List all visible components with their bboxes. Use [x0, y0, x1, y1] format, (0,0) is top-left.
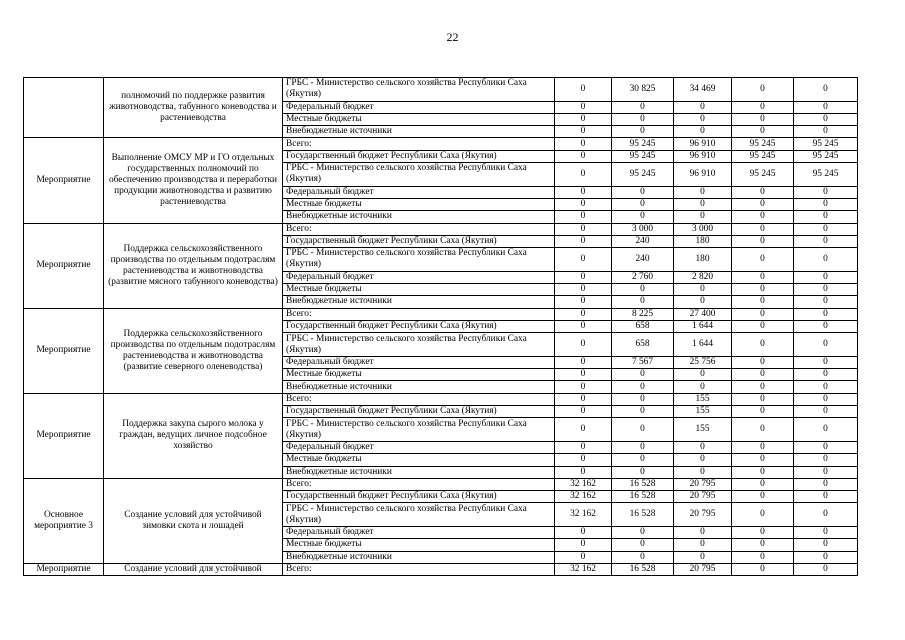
- amount-cell: 32 162: [555, 563, 612, 575]
- amount-cell: 0: [794, 406, 858, 418]
- amount-cell: 0: [555, 320, 612, 332]
- funding-source-cell: ГРБС - Министерство сельского хозяйства Республики Саха (Якутия): [283, 78, 555, 102]
- amount-cell: 0: [555, 454, 612, 466]
- item-name-cell: Поддержка сельскохозяйственного производства по отдельным подотраслям растениеводства и животноводства (развитие мясного табунного коневодства): [104, 223, 283, 308]
- amount-cell: 0: [732, 551, 794, 563]
- amount-cell: 0: [555, 418, 612, 442]
- amount-cell: 30 825: [612, 78, 674, 102]
- amount-cell: 0: [612, 126, 674, 138]
- amount-cell: 96 910: [674, 163, 732, 187]
- funding-source-cell: Федеральный бюджет: [283, 101, 555, 113]
- amount-cell: 95 245: [612, 138, 674, 150]
- amount-cell: 25 756: [674, 356, 732, 368]
- item-type-cell: Мероприятие: [24, 308, 104, 393]
- funding-source-cell: Внебюджетные источники: [283, 296, 555, 308]
- funding-source-cell: Государственный бюджет Республики Саха (Якутия): [283, 320, 555, 332]
- amount-cell: 0: [555, 539, 612, 551]
- amount-cell: 0: [794, 466, 858, 478]
- amount-cell: 1 644: [674, 333, 732, 357]
- funding-source-cell: Внебюджетные источники: [283, 381, 555, 393]
- amount-cell: 0: [674, 454, 732, 466]
- funding-source-cell: Государственный бюджет Республики Саха (Якутия): [283, 235, 555, 247]
- amount-cell: 0: [732, 478, 794, 490]
- item-name-cell: Создание условий для устойчивой зимовки скота и лошадей: [104, 478, 283, 563]
- amount-cell: 0: [555, 526, 612, 538]
- funding-source-cell: Внебюджетные источники: [283, 466, 555, 478]
- amount-cell: 0: [794, 113, 858, 125]
- amount-cell: 7 567: [612, 356, 674, 368]
- amount-cell: 0: [732, 466, 794, 478]
- amount-cell: 16 528: [612, 563, 674, 575]
- funding-source-cell: Всего:: [283, 393, 555, 405]
- amount-cell: 96 910: [674, 150, 732, 162]
- amount-cell: 34 469: [674, 78, 732, 102]
- funding-source-cell: Всего:: [283, 563, 555, 575]
- amount-cell: 0: [732, 356, 794, 368]
- amount-cell: 0: [555, 198, 612, 210]
- amount-cell: 0: [732, 393, 794, 405]
- funding-source-cell: Государственный бюджет Республики Саха (Якутия): [283, 491, 555, 503]
- amount-cell: 155: [674, 418, 732, 442]
- amount-cell: 0: [612, 211, 674, 223]
- amount-cell: 0: [555, 308, 612, 320]
- amount-cell: 3 000: [674, 223, 732, 235]
- funding-source-cell: Местные бюджеты: [283, 284, 555, 296]
- amount-cell: 0: [732, 369, 794, 381]
- amount-cell: 0: [732, 454, 794, 466]
- amount-cell: 95 245: [612, 163, 674, 187]
- table-row: [24, 563, 858, 575]
- funding-source-cell: Местные бюджеты: [283, 539, 555, 551]
- amount-cell: 20 795: [674, 491, 732, 503]
- funding-source-cell: Внебюджетные источники: [283, 126, 555, 138]
- amount-cell: 32 162: [555, 478, 612, 490]
- amount-cell: 0: [555, 393, 612, 405]
- amount-cell: 0: [674, 113, 732, 125]
- amount-cell: 0: [612, 369, 674, 381]
- item-type-cell: Мероприятие: [24, 138, 104, 223]
- amount-cell: 0: [674, 101, 732, 113]
- amount-cell: 0: [555, 235, 612, 247]
- amount-cell: 0: [732, 333, 794, 357]
- amount-cell: 0: [794, 296, 858, 308]
- amount-cell: 95 245: [794, 138, 858, 150]
- amount-cell: 0: [612, 441, 674, 453]
- amount-cell: 0: [794, 539, 858, 551]
- amount-cell: 0: [555, 551, 612, 563]
- amount-cell: 96 910: [674, 138, 732, 150]
- amount-cell: 95 245: [794, 150, 858, 162]
- amount-cell: 0: [674, 526, 732, 538]
- table-row: [24, 138, 858, 150]
- amount-cell: 0: [732, 101, 794, 113]
- amount-cell: 180: [674, 248, 732, 272]
- amount-cell: 0: [794, 78, 858, 102]
- amount-cell: 0: [794, 284, 858, 296]
- amount-cell: 0: [612, 296, 674, 308]
- amount-cell: 0: [794, 356, 858, 368]
- amount-cell: 0: [555, 78, 612, 102]
- amount-cell: 0: [732, 284, 794, 296]
- funding-source-cell: ГРБС - Министерство сельского хозяйства Республики Саха (Якутия): [283, 418, 555, 442]
- funding-source-cell: Всего:: [283, 478, 555, 490]
- amount-cell: 0: [794, 454, 858, 466]
- funding-source-cell: Всего:: [283, 308, 555, 320]
- amount-cell: 240: [612, 248, 674, 272]
- amount-cell: 95 245: [732, 138, 794, 150]
- amount-cell: 0: [612, 539, 674, 551]
- amount-cell: 0: [794, 333, 858, 357]
- amount-cell: 0: [612, 454, 674, 466]
- amount-cell: 0: [732, 381, 794, 393]
- table-row: [24, 393, 858, 405]
- amount-cell: 0: [612, 406, 674, 418]
- amount-cell: 0: [612, 466, 674, 478]
- amount-cell: 0: [794, 198, 858, 210]
- amount-cell: 0: [674, 296, 732, 308]
- amount-cell: 16 528: [612, 491, 674, 503]
- funding-source-cell: Местные бюджеты: [283, 198, 555, 210]
- item-name-cell: полномочий по поддержке развития животноводства, табунного коневодства и растениеводства: [104, 78, 283, 138]
- amount-cell: 0: [555, 284, 612, 296]
- funding-source-cell: Государственный бюджет Республики Саха (Якутия): [283, 406, 555, 418]
- amount-cell: 0: [794, 526, 858, 538]
- amount-cell: 0: [794, 441, 858, 453]
- amount-cell: 0: [794, 308, 858, 320]
- amount-cell: 0: [732, 563, 794, 575]
- funding-source-cell: Внебюджетные источники: [283, 551, 555, 563]
- funding-source-cell: Местные бюджеты: [283, 113, 555, 125]
- amount-cell: 95 245: [612, 150, 674, 162]
- item-name-cell: Создание условий для устойчивой: [104, 563, 283, 575]
- amount-cell: 0: [732, 113, 794, 125]
- item-type-cell: [24, 78, 104, 138]
- amount-cell: 0: [732, 418, 794, 442]
- amount-cell: 0: [794, 248, 858, 272]
- item-name-cell: Выполнение ОМСУ МР и ГО отдельных государственных полномочий по обеспечению производства и переработки продукции животноводства и развитию растениеводства: [104, 138, 283, 223]
- amount-cell: 0: [612, 418, 674, 442]
- amount-cell: 0: [612, 381, 674, 393]
- amount-cell: 0: [555, 138, 612, 150]
- amount-cell: 0: [674, 381, 732, 393]
- amount-cell: 0: [732, 503, 794, 527]
- amount-cell: 0: [794, 381, 858, 393]
- amount-cell: 0: [794, 478, 858, 490]
- amount-cell: 0: [555, 113, 612, 125]
- amount-cell: 0: [732, 320, 794, 332]
- item-type-cell: Мероприятие: [24, 393, 104, 478]
- amount-cell: 0: [612, 551, 674, 563]
- amount-cell: 0: [555, 211, 612, 223]
- amount-cell: 0: [732, 526, 794, 538]
- amount-cell: 0: [732, 126, 794, 138]
- amount-cell: 0: [555, 186, 612, 198]
- amount-cell: 27 400: [674, 308, 732, 320]
- funding-source-cell: Внебюджетные источники: [283, 211, 555, 223]
- amount-cell: 0: [555, 296, 612, 308]
- amount-cell: 0: [732, 211, 794, 223]
- amount-cell: 20 795: [674, 478, 732, 490]
- amount-cell: 0: [732, 78, 794, 102]
- amount-cell: 16 528: [612, 503, 674, 527]
- amount-cell: 0: [555, 248, 612, 272]
- amount-cell: 0: [612, 113, 674, 125]
- budget-table: [23, 77, 858, 576]
- amount-cell: 0: [612, 526, 674, 538]
- funding-source-cell: Всего:: [283, 223, 555, 235]
- amount-cell: 0: [612, 101, 674, 113]
- amount-cell: 0: [612, 284, 674, 296]
- funding-source-cell: Федеральный бюджет: [283, 526, 555, 538]
- amount-cell: 0: [732, 248, 794, 272]
- amount-cell: 180: [674, 235, 732, 247]
- amount-cell: 0: [794, 503, 858, 527]
- amount-cell: 32 162: [555, 503, 612, 527]
- amount-cell: 0: [732, 198, 794, 210]
- funding-source-cell: Федеральный бюджет: [283, 441, 555, 453]
- amount-cell: 0: [674, 551, 732, 563]
- amount-cell: 0: [555, 466, 612, 478]
- amount-cell: 0: [612, 186, 674, 198]
- amount-cell: 0: [794, 320, 858, 332]
- amount-cell: 0: [555, 101, 612, 113]
- amount-cell: 0: [674, 186, 732, 198]
- amount-cell: 0: [555, 150, 612, 162]
- funding-source-cell: Местные бюджеты: [283, 454, 555, 466]
- amount-cell: 0: [674, 466, 732, 478]
- funding-source-cell: Местные бюджеты: [283, 369, 555, 381]
- amount-cell: 95 245: [732, 150, 794, 162]
- amount-cell: 16 528: [612, 478, 674, 490]
- funding-source-cell: Федеральный бюджет: [283, 271, 555, 283]
- amount-cell: 0: [612, 393, 674, 405]
- amount-cell: 20 795: [674, 503, 732, 527]
- amount-cell: 0: [794, 126, 858, 138]
- amount-cell: 0: [674, 198, 732, 210]
- amount-cell: 0: [555, 381, 612, 393]
- amount-cell: 95 245: [794, 163, 858, 187]
- amount-cell: 0: [794, 223, 858, 235]
- amount-cell: 658: [612, 320, 674, 332]
- amount-cell: 0: [674, 126, 732, 138]
- amount-cell: 0: [732, 271, 794, 283]
- amount-cell: 0: [674, 211, 732, 223]
- amount-cell: 2 820: [674, 271, 732, 283]
- amount-cell: 0: [555, 406, 612, 418]
- amount-cell: 0: [794, 551, 858, 563]
- amount-cell: 0: [555, 333, 612, 357]
- item-name-cell: Поддержка закупа сырого молока у граждан, ведущих личное подсобное хозяйство: [104, 393, 283, 478]
- amount-cell: 0: [794, 101, 858, 113]
- amount-cell: 3 000: [612, 223, 674, 235]
- amount-cell: 0: [674, 284, 732, 296]
- amount-cell: 240: [612, 235, 674, 247]
- amount-cell: 0: [794, 563, 858, 575]
- amount-cell: 0: [674, 441, 732, 453]
- amount-cell: 0: [555, 271, 612, 283]
- amount-cell: 2 760: [612, 271, 674, 283]
- amount-cell: 155: [674, 406, 732, 418]
- amount-cell: 0: [794, 186, 858, 198]
- amount-cell: 0: [555, 223, 612, 235]
- item-type-cell: Основное мероприятие 3: [24, 478, 104, 563]
- amount-cell: 0: [732, 235, 794, 247]
- amount-cell: 0: [732, 223, 794, 235]
- amount-cell: 20 795: [674, 563, 732, 575]
- item-type-cell: Мероприятие: [24, 563, 104, 575]
- item-type-cell: Мероприятие: [24, 223, 104, 308]
- funding-source-cell: Всего:: [283, 138, 555, 150]
- amount-cell: 0: [555, 356, 612, 368]
- table-row: [24, 308, 858, 320]
- amount-cell: 0: [732, 441, 794, 453]
- amount-cell: 0: [732, 539, 794, 551]
- amount-cell: 32 162: [555, 491, 612, 503]
- item-name-cell: Поддержка сельскохозяйственного производства по отдельным подотраслям растениеводства и животноводства (развитие северного оленеводства): [104, 308, 283, 393]
- amount-cell: 0: [794, 393, 858, 405]
- amount-cell: 0: [794, 418, 858, 442]
- amount-cell: 0: [555, 369, 612, 381]
- amount-cell: 0: [555, 126, 612, 138]
- funding-source-cell: Федеральный бюджет: [283, 356, 555, 368]
- funding-source-cell: ГРБС - Министерство сельского хозяйства Республики Саха (Якутия): [283, 248, 555, 272]
- page-number: 22: [446, 30, 459, 44]
- amount-cell: 0: [732, 491, 794, 503]
- amount-cell: 0: [794, 369, 858, 381]
- amount-cell: 0: [794, 491, 858, 503]
- amount-cell: 0: [794, 271, 858, 283]
- funding-source-cell: Государственный бюджет Республики Саха (Якутия): [283, 150, 555, 162]
- funding-source-cell: Федеральный бюджет: [283, 186, 555, 198]
- amount-cell: 0: [794, 211, 858, 223]
- amount-cell: 0: [674, 369, 732, 381]
- amount-cell: 95 245: [732, 163, 794, 187]
- amount-cell: 0: [674, 539, 732, 551]
- amount-cell: 0: [612, 198, 674, 210]
- amount-cell: 0: [555, 441, 612, 453]
- amount-cell: 0: [732, 406, 794, 418]
- amount-cell: 1 644: [674, 320, 732, 332]
- table-row: [24, 478, 858, 490]
- amount-cell: 658: [612, 333, 674, 357]
- table-row: [24, 78, 858, 102]
- amount-cell: 0: [555, 163, 612, 187]
- funding-source-cell: ГРБС - Министерство сельского хозяйства Республики Саха (Якутия): [283, 503, 555, 527]
- amount-cell: 0: [732, 186, 794, 198]
- amount-cell: 0: [794, 235, 858, 247]
- amount-cell: 0: [732, 308, 794, 320]
- table-row: [24, 223, 858, 235]
- amount-cell: 0: [732, 296, 794, 308]
- funding-source-cell: ГРБС - Министерство сельского хозяйства Республики Саха (Якутия): [283, 163, 555, 187]
- funding-source-cell: ГРБС - Министерство сельского хозяйства Республики Саха (Якутия): [283, 333, 555, 357]
- amount-cell: 8 225: [612, 308, 674, 320]
- amount-cell: 155: [674, 393, 732, 405]
